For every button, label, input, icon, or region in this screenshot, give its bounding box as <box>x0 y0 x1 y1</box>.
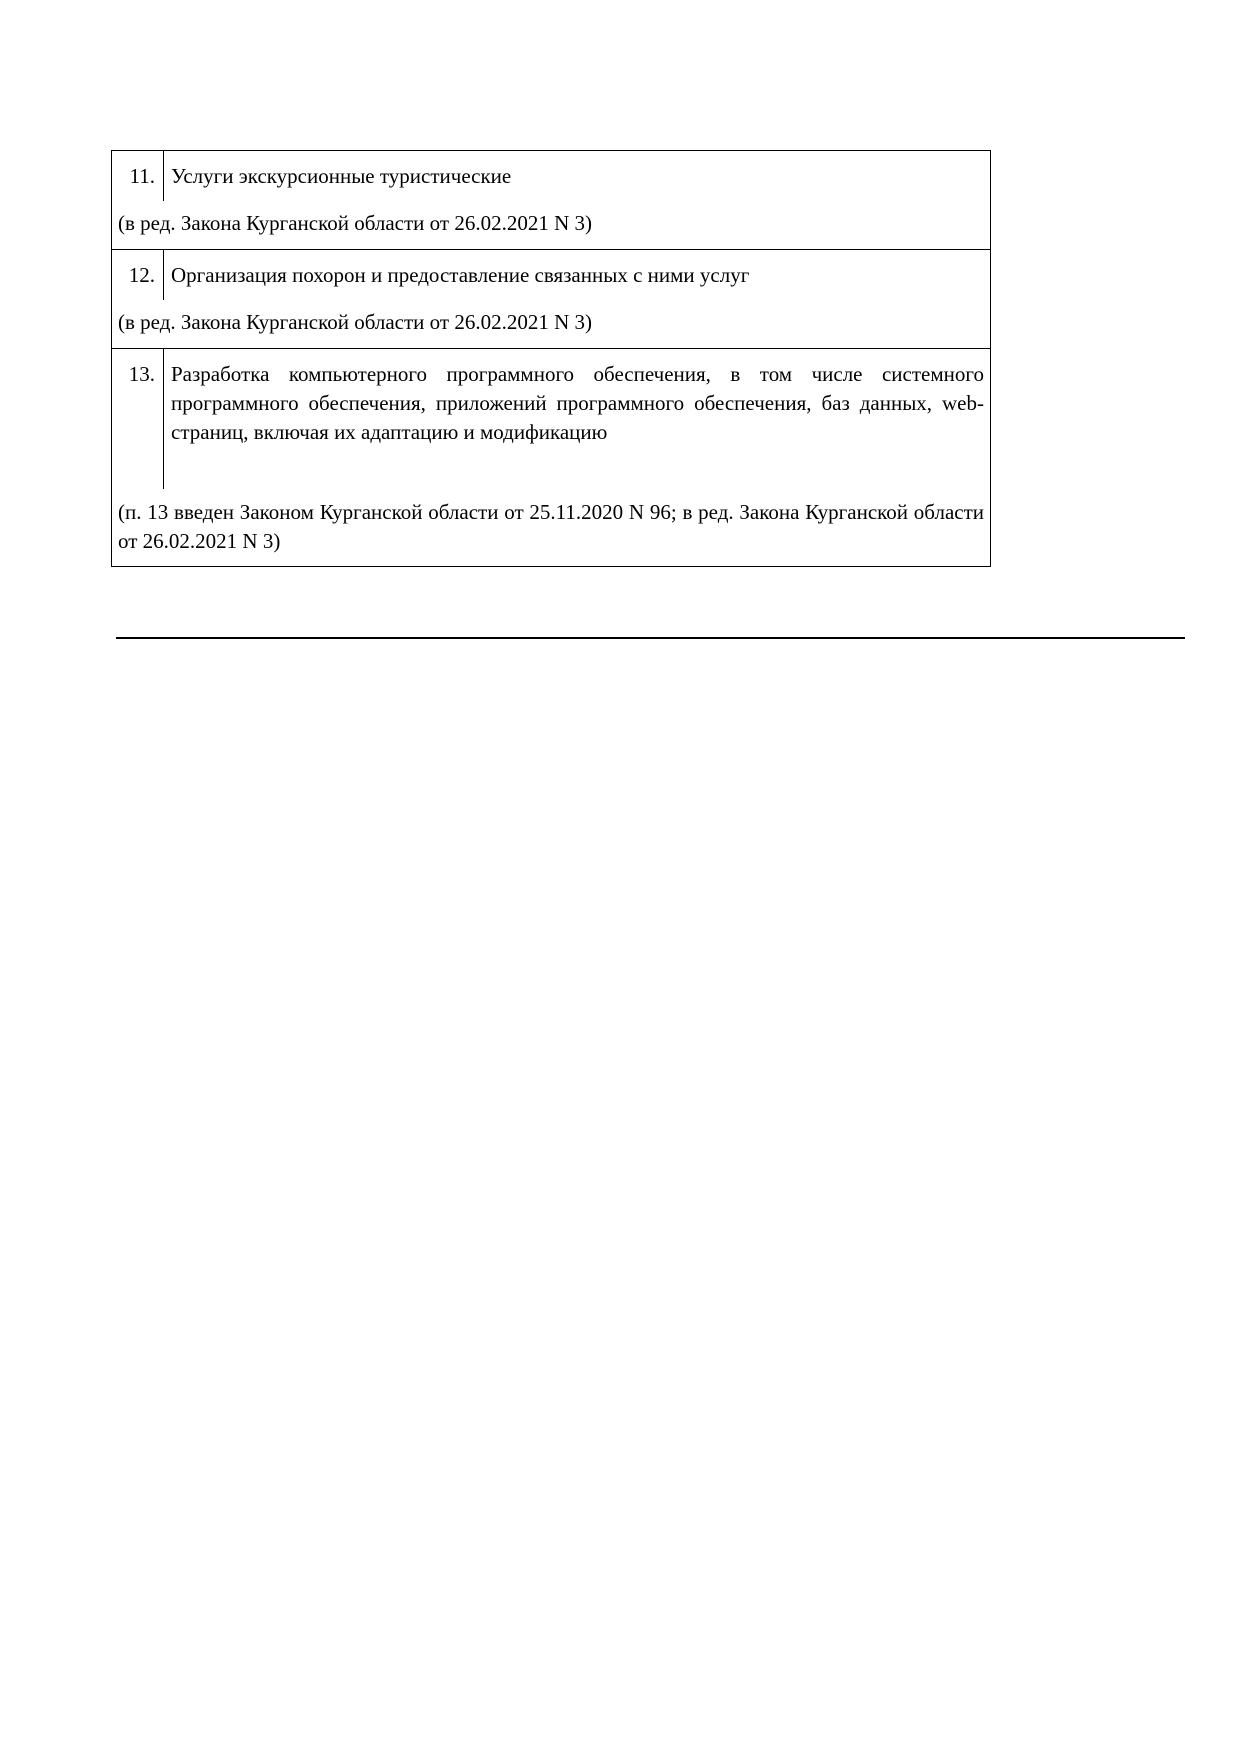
item-number: 11. <box>112 151 164 201</box>
item-line <box>112 151 990 201</box>
item-description: Разработка компьютерного программного обеспечения, в том числе системного программного обеспечения, приложений программного обеспечения, баз данных, web-страниц, включая их адаптацию и модификацию <box>171 362 984 444</box>
item-number: 12. <box>112 250 164 300</box>
footer-divider <box>116 637 1185 639</box>
table-row <box>112 249 990 348</box>
item-amendment-note: (п. 13 введен Законом Курганской области от 25.11.2020 N 96; в ред. Закона Курганской области от 26.02.2021 N 3) <box>118 500 984 553</box>
services-table <box>111 150 991 567</box>
item-description: Услуги экскурсионные туристические <box>171 164 512 188</box>
table-row <box>112 151 990 249</box>
item-amendment-note: (в ред. Закона Курганской области от 26.02.2021 N 3) <box>118 310 592 334</box>
item-number: 13. <box>112 349 164 489</box>
table-row <box>112 348 990 566</box>
item-amendment-note: (в ред. Закона Курганской области от 26.02.2021 N 3) <box>118 211 592 235</box>
item-line <box>112 349 990 489</box>
item-description: Организация похорон и предоставление связанных с ними услуг <box>171 263 750 287</box>
item-line <box>112 250 990 300</box>
